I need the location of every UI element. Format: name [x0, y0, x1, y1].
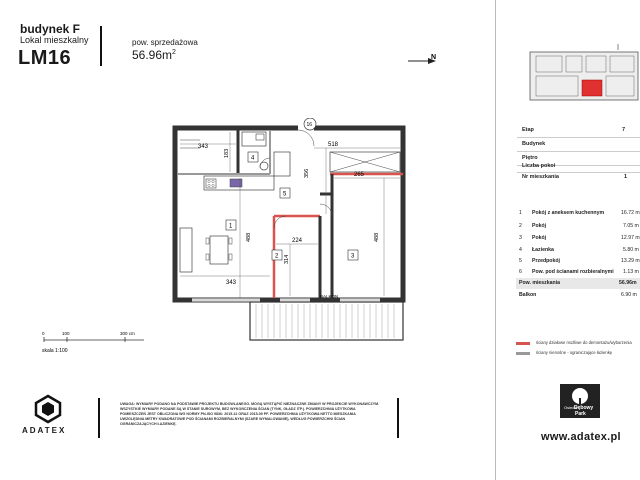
balcony-area-label: Balkon [519, 292, 537, 298]
svg-text:183: 183 [224, 148, 230, 158]
svg-text:314: 314 [284, 254, 290, 264]
info-label-building: Budynek [522, 141, 546, 147]
info-label-floor: Piętro [522, 155, 538, 161]
svg-text:488: 488 [374, 232, 380, 242]
building-name: budynek F [20, 22, 81, 36]
svg-text:265: 265 [354, 172, 365, 178]
svg-text:356: 356 [304, 168, 310, 178]
unit-type: Lokal mieszkalny [20, 35, 89, 45]
info-value-unit-number: 1 [624, 174, 628, 180]
info-label-rooms: Liczba pokoi [522, 163, 556, 169]
svg-text:343: 343 [198, 144, 209, 150]
disclaimer-note: UWAGA: WYMIARY PODANO NA PODSTAWIE PROJEKTU BUDOWLANEGO. MOGĄ WYSTĄPIĆ NIEZNACZNE ZMIANY W PROJEKCIE WYKONAWCZYM. WSZYSTKIE WYMIARY PODANE SĄ W STANIE SUROWYM, BEZ WYKOŃCZENIA ŚCIAN (TYNK, GŁADZ ITP.). POWIERZCHNIA UŻYTKOWA POMIESZCZEŃ JEST OBLICZONA WG NORMY PN-ISO 9836: 2015-12 ORAZ 2015-09 PF. POWIERZCHNIA UŻYTKOWA NETTO MIESZKANIA UWZGLĘDNIA METRY KWADRATOWE POD ŚCIANAMI ROZBIERALNYMI (SZARE WYMALOWANIE), WEDŁUG POWIERZCHNI ŚCIAN OGRANICZAJĄCYCH ŁAZIENKĘ. [120, 402, 380, 426]
svg-text:Dębowy: Dębowy [574, 405, 594, 411]
total-area-value: 56.96m [619, 280, 637, 286]
outer-wall [175, 128, 403, 300]
info-label-unit-number: Nr mieszkania [522, 174, 559, 180]
scale-bar [40, 328, 160, 358]
footer-divider-right [397, 398, 399, 438]
site-minimap [528, 44, 640, 104]
stove-icon [206, 179, 216, 188]
balcony [250, 302, 403, 340]
legend-swatch-bathroom [516, 352, 530, 355]
sofa-icon [180, 228, 192, 272]
legend-text-bathroom: ściany nienośne - ograniczające łazienkę [536, 350, 613, 355]
svg-text:488: 488 [246, 232, 252, 242]
footer-divider-left [98, 398, 100, 438]
legend-swatch-removable [516, 342, 530, 345]
scale-label: skala 1:100 [42, 348, 68, 354]
svg-text:343: 343 [226, 280, 237, 286]
svg-text:300 cm: 300 cm [120, 331, 135, 336]
svg-text:224: 224 [292, 238, 303, 244]
svg-text:0: 0 [42, 331, 45, 336]
header-divider [100, 26, 102, 66]
adatex-logo-icon [33, 394, 63, 424]
legend-text-removable: ściany działowe możliwe do demontażu/wyburzenia [536, 340, 632, 345]
info-label-stage: Etap [522, 127, 534, 133]
svg-text:Park: Park [575, 411, 586, 417]
website-link[interactable]: www.adatex.pl [541, 431, 621, 443]
svg-text:Osiedle: Osiedle [564, 405, 578, 410]
room-4-number: 4 [251, 155, 255, 162]
room-5-number: 5 [283, 191, 287, 198]
room-1-number: 1 [229, 223, 233, 230]
area-label: pow. sprzedażowa [132, 38, 198, 47]
svg-text:518: 518 [328, 142, 339, 148]
unit-code: LM16 [18, 47, 72, 69]
total-area-label: Pow. mieszkania [519, 280, 561, 286]
balcony-area-value: 6.90 m [621, 292, 637, 298]
floor-plan [170, 118, 410, 378]
unit-highlight [582, 80, 602, 96]
svg-text:16: 16 [306, 122, 313, 128]
room-2-number: 2 [275, 253, 279, 260]
compass-arrow-icon [408, 52, 442, 68]
table-icon [210, 236, 228, 264]
debowy-park-logo-icon [560, 384, 600, 418]
info-value-stage: 7 [622, 127, 626, 133]
adatex-wordmark: ADATEX [22, 426, 67, 435]
balcony-label: BALKON [320, 294, 339, 299]
north-label: N [431, 54, 437, 61]
svg-text:100: 100 [62, 331, 70, 336]
room-3-number: 3 [351, 253, 355, 260]
area-value: $56.96m^2$ [132, 48, 176, 62]
